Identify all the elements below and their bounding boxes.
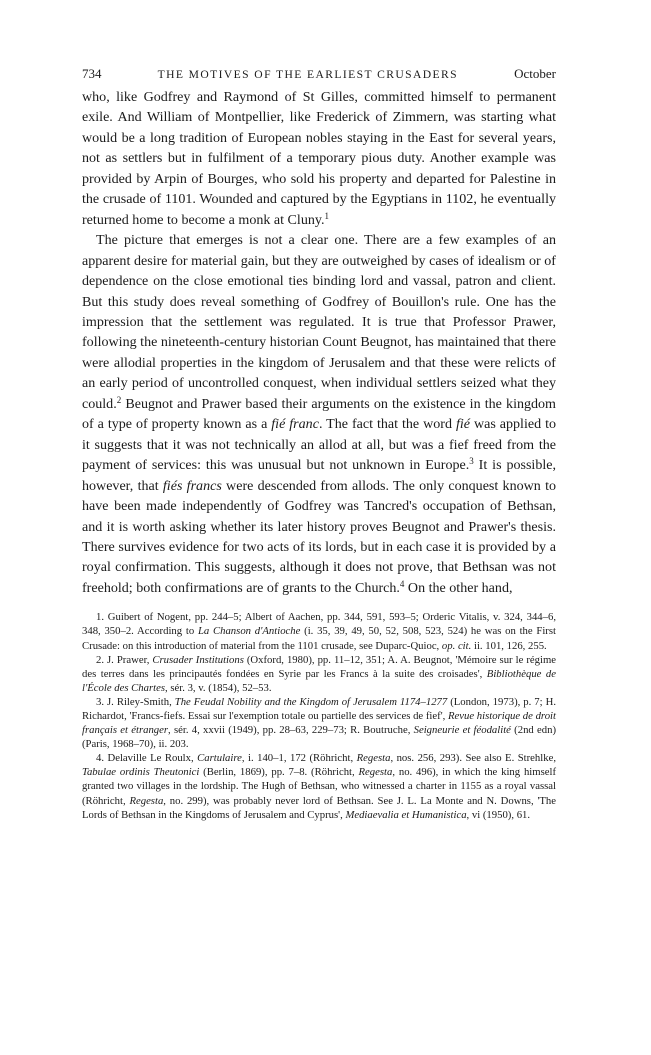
footnote-ref-4: 4	[399, 578, 405, 589]
footnote-ref-3: 3	[469, 456, 474, 467]
paragraph-2: The picture that emerges is not a clear one. There are a few examples of an apparent desire for material gain, but they are outweighed by cases of idealism or of dependence on the close emotional ties binding lord and vassal, patron and client. But this study does reveal something of Godfrey of Bouillon's rule. One has the impression that the settlement was regulated. It is true that Professor Prawer, following the nineteenth-century historian Count Beugnot, has maintained that there were allodial properties in the kingdom of Jerusalem and that these were relicts of an early period of uncontrolled conquest, when individual settlers seized what they could.$^2$ Beugnot and Prawer based their arguments on the existence in the kingdom of a type of property known as a fié franc. The fact that the word fié was applied to it suggests that it was not technically an allod at all, but was a fief freed from the payment of services: this was unusual but not unknown in Europe.$^3$ It is possible, however, that fiés francs were descended from allods. The only conquest known to have been made independently of Godfrey was Tancred's occupation of Bethsan, and it is worth asking whether its later history proves Beugnot and Prawer's thesis. There survives evidence for two acts of its lords, but in each case it is provided by a royal confirmation. This suggests, although it does not prove, that Bethsan was not freehold; both confirmations are of grants to the Church.$^4$ On the other hand,	[82, 232, 557, 596]
term-fie-franc: fié franc	[271, 416, 319, 433]
running-head	[82, 66, 556, 82]
issue-month: October	[514, 66, 556, 81]
footnotes	[82, 610, 556, 821]
footnote-1: 1. Guibert of Nogent, pp. 244–5; Albert of Aachen, pp. 344, 591, 593–5; Orderic Vitalis, v. 324, 344–6, 348, 350–2. According to La Chanson d'Antioche (i. 35, 39, 49, 50, 52, 508, 523, 524) he was on the First Crusade: on this introduction of material from the 1101 crusade, see Duparc-Quioc, op. cit. ii. 101, 126, 255.	[82, 611, 556, 652]
footnote-4: 4. Delaville Le Roulx, Cartulaire, i. 140–1, 172 (Röhricht, Regesta, nos. 256, 293). See also E. Strehlke, Tabulae ordinis Theutonici (Berlin, 1869), pp. 7–8. (Röhricht, Regesta, no. 496), in which the king himself granted two villages in the lordship. The Hugh of Bethsan, who witnessed a charter in 1155 as a royal vassal (Röhricht, Regesta, no. 299), was probably never lord of Bethsan. See J. L. La Monte and N. Downs, 'The Lords of Bethsan in the Kingdoms of Jerusalem and Cyprus', Mediaevalia et Humanistica, vi (1950), 61.	[82, 752, 557, 821]
journal-page	[82, 66, 556, 822]
paragraph-1: who, like Godfrey and Raymond of St Gilles, committed himself to permanent exile. And William of Montpellier, like Frederick of Zimmern, was starting what would be a long tradition of European nobles staying in the East for several years, not as settlers but in fulfilment of a temporary pious duty. Another example was provided by Arpin of Bourges, who sold his property and departed for Palestine in the crusade of 1101. Wounded and captured by the Egyptians in 1102, he eventually returned home to become a monk at Cluny.$^1$	[82, 89, 556, 228]
article-body	[82, 87, 556, 598]
footnote-3: 3. J. Riley-Smith, The Feudal Nobility and the Kingdom of Jerusalem 1174–1277 (London, 1973), p. 7; H. Richardot, 'Francs-fiefs. Essai sur l'exemption totale ou partielle des services de fief', Revue historique de droit français et étranger, sér. 4, xxvii (1949), pp. 28–63, 229–73; R. Boutruche, Seigneurie et féodalité (2nd edn) (Paris, 1968–70), ii. 203.	[82, 695, 557, 751]
footnote-ref-2: 2	[116, 394, 122, 405]
running-title: THE MOTIVES OF THE EARLIEST CRUSADERS	[157, 68, 458, 81]
page-number: 734	[82, 66, 102, 81]
term-fies-francs: fiés francs	[162, 477, 222, 494]
footnote-2: 2. J. Prawer, Crusader Institutions (Oxford, 1980), pp. 11–12, 351; A. A. Beugnot, 'Mémoire sur le régime des terres dans les principautés fondées en Syrie par les Francs à la suite des croisades', Bibliothèque de l'École des Chartes, sér. 3, v. (1854), 52–53.	[82, 653, 556, 694]
term-fie: fié	[455, 416, 470, 433]
footnote-ref-1: 1	[324, 210, 330, 221]
